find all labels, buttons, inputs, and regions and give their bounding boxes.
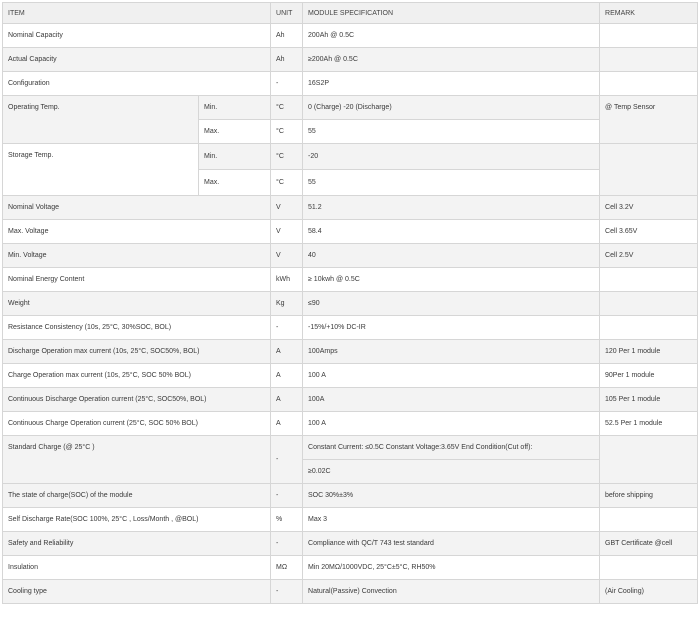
remark-cell: 120 Per 1 module: [600, 340, 698, 364]
remark-cell: (Air Cooling): [600, 580, 698, 604]
table-row: [3, 244, 698, 268]
subitem-cell: Max.: [199, 120, 271, 144]
remark-cell: @ Temp Sensor: [600, 96, 698, 144]
spec-cell: Min 20MΩ/1000VDC, 25°C±5°C, RH50%: [303, 556, 600, 580]
unit-cell: Kg: [271, 292, 303, 316]
unit-cell: V: [271, 196, 303, 220]
unit-cell: -: [271, 72, 303, 96]
item-cell: Operating Temp.: [3, 96, 199, 144]
unit-cell: A: [271, 364, 303, 388]
table-header-row: [3, 3, 698, 24]
spec-cell: Constant Current: ≤0.5C Constant Voltage:3.65V End Condition(Cut off):: [303, 436, 600, 460]
table-row: [3, 556, 698, 580]
unit-cell: °C: [271, 96, 303, 120]
remark-cell: Cell 3.2V: [600, 196, 698, 220]
remark-cell: Cell 2.5V: [600, 244, 698, 268]
spec-cell: ≥0.02C: [303, 460, 600, 484]
remark-cell: [600, 48, 698, 72]
item-cell: Resistance Consistency (10s, 25°C, 30%SOC, BOL): [3, 316, 271, 340]
remark-cell: [600, 556, 698, 580]
table-row: [3, 292, 698, 316]
unit-cell: V: [271, 220, 303, 244]
spec-cell: ≥200Ah @ 0.5C: [303, 48, 600, 72]
table-row: [3, 268, 698, 292]
header-remark: REMARK: [600, 3, 698, 24]
module-spec-table: [2, 2, 698, 604]
remark-cell: [600, 292, 698, 316]
unit-cell: A: [271, 412, 303, 436]
remark-cell: [600, 316, 698, 340]
unit-cell: -: [271, 532, 303, 556]
header-item: ITEM: [3, 3, 271, 24]
item-cell: Standard Charge (@ 25°C ): [3, 436, 271, 484]
item-cell: The state of charge(SOC) of the module: [3, 484, 271, 508]
item-cell: Continuous Charge Operation current (25°C, SOC 50% BOL): [3, 412, 271, 436]
item-cell: Charge Operation max current (10s, 25°C, SOC 50% BOL): [3, 364, 271, 388]
spec-cell: 200Ah @ 0.5C: [303, 24, 600, 48]
item-cell: Self Discharge Rate(SOC 100%, 25°C , Loss/Month , @BOL): [3, 508, 271, 532]
table-row: [3, 364, 698, 388]
table-row: [3, 220, 698, 244]
remark-cell: [600, 24, 698, 48]
table-row: [3, 508, 698, 532]
item-cell: Insulation: [3, 556, 271, 580]
spec-cell: ≤90: [303, 292, 600, 316]
item-cell: Max. Voltage: [3, 220, 271, 244]
header-spec: MODULE SPECIFICATION: [303, 3, 600, 24]
spec-cell: Max 3: [303, 508, 600, 532]
unit-cell: Ah: [271, 48, 303, 72]
unit-cell: A: [271, 388, 303, 412]
remark-cell: [600, 436, 698, 484]
spec-cell: 100 A: [303, 364, 600, 388]
item-cell: Nominal Voltage: [3, 196, 271, 220]
spec-cell: 55: [303, 170, 600, 196]
remark-cell: [600, 144, 698, 196]
table-row: [3, 196, 698, 220]
table-row: [3, 72, 698, 96]
unit-cell: %: [271, 508, 303, 532]
spec-cell: 16S2P: [303, 72, 600, 96]
remark-cell: [600, 268, 698, 292]
remark-cell: [600, 508, 698, 532]
item-cell: Continuous Discharge Operation current (25°C, SOC50%, BOL): [3, 388, 271, 412]
item-cell: Configuration: [3, 72, 271, 96]
unit-cell: A: [271, 340, 303, 364]
item-cell: Actual Capacity: [3, 48, 271, 72]
remark-cell: GBT Certificate @cell: [600, 532, 698, 556]
unit-cell: °C: [271, 120, 303, 144]
item-cell: Storage Temp.: [3, 144, 199, 196]
spec-cell: 58.4: [303, 220, 600, 244]
remark-cell: 105 Per 1 module: [600, 388, 698, 412]
unit-cell: -: [271, 484, 303, 508]
remark-cell: 52.5 Per 1 module: [600, 412, 698, 436]
item-cell: Discharge Operation max current (10s, 25°C, SOC50%, BOL): [3, 340, 271, 364]
spec-cell: 40: [303, 244, 600, 268]
spec-cell: 100A: [303, 388, 600, 412]
spec-cell: 55: [303, 120, 600, 144]
table-row: [3, 24, 698, 48]
subitem-cell: Min.: [199, 144, 271, 170]
remark-cell: Cell 3.65V: [600, 220, 698, 244]
unit-cell: MΩ: [271, 556, 303, 580]
table-row: [3, 48, 698, 72]
table-row: [3, 484, 698, 508]
item-cell: Safety and Reliability: [3, 532, 271, 556]
spec-cell: 100Amps: [303, 340, 600, 364]
table-row: [3, 388, 698, 412]
item-cell: Weight: [3, 292, 271, 316]
item-cell: Nominal Energy Content: [3, 268, 271, 292]
header-unit: UNIT: [271, 3, 303, 24]
table-row: [3, 340, 698, 364]
spec-cell: -20: [303, 144, 600, 170]
subitem-cell: Min.: [199, 96, 271, 120]
spec-cell: -15%/+10% DC-IR: [303, 316, 600, 340]
table-row: [3, 436, 698, 460]
remark-cell: before shipping: [600, 484, 698, 508]
table-row: [3, 580, 698, 604]
spec-cell: Natural(Passive) Convection: [303, 580, 600, 604]
item-cell: Cooling type: [3, 580, 271, 604]
spec-cell: 0 (Charge) -20 (Discharge): [303, 96, 600, 120]
remark-cell: [600, 72, 698, 96]
spec-cell: 51.2: [303, 196, 600, 220]
subitem-cell: Max.: [199, 170, 271, 196]
unit-cell: -: [271, 436, 303, 484]
remark-cell: 90Per 1 module: [600, 364, 698, 388]
spec-cell: ≥ 10kwh @ 0.5C: [303, 268, 600, 292]
unit-cell: Ah: [271, 24, 303, 48]
item-cell: Nominal Capacity: [3, 24, 271, 48]
spec-cell: Compliance with QC/T 743 test standard: [303, 532, 600, 556]
unit-cell: V: [271, 244, 303, 268]
table-row: [3, 412, 698, 436]
table-row: [3, 316, 698, 340]
unit-cell: -: [271, 316, 303, 340]
spec-cell: SOC 30%±3%: [303, 484, 600, 508]
unit-cell: kWh: [271, 268, 303, 292]
table-row: [3, 532, 698, 556]
item-cell: Min. Voltage: [3, 244, 271, 268]
spec-cell: 100 A: [303, 412, 600, 436]
table-row: [3, 96, 698, 120]
unit-cell: °C: [271, 144, 303, 170]
unit-cell: °C: [271, 170, 303, 196]
unit-cell: -: [271, 580, 303, 604]
table-row: [3, 144, 698, 170]
